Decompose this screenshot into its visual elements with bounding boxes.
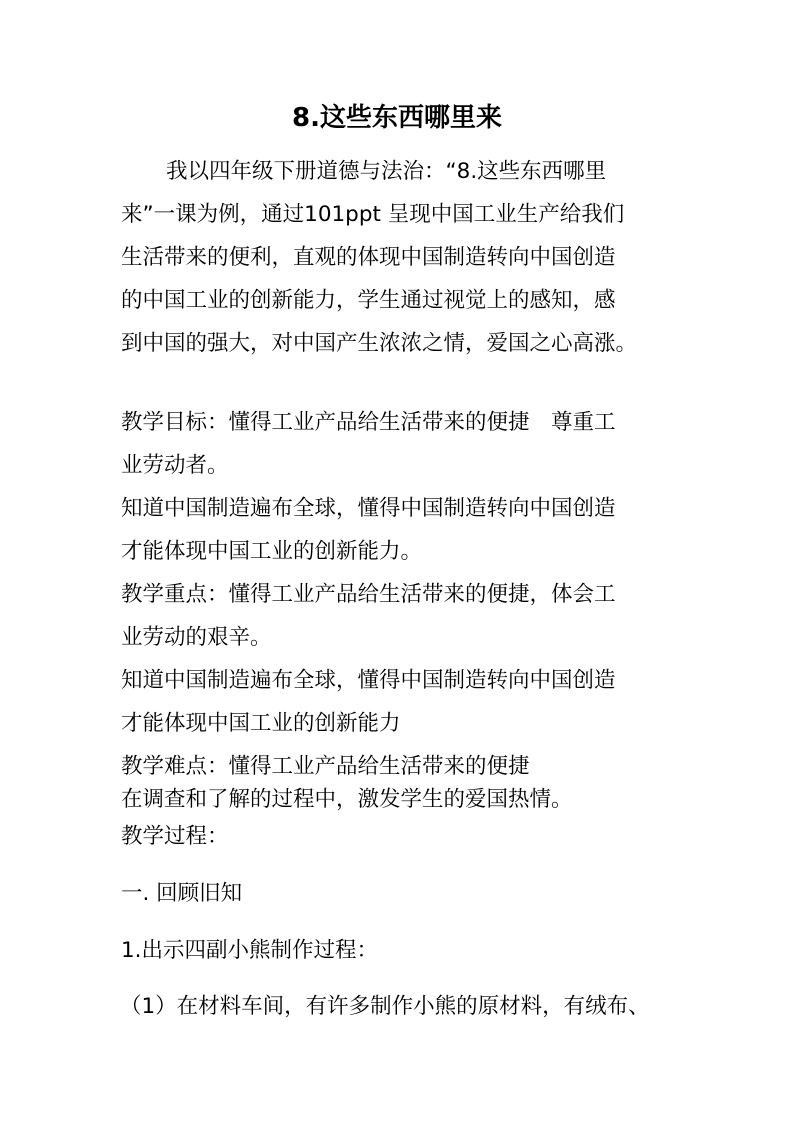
objective-line: 知道中国制造遍布全球，懂得中国制造转向中国创造 bbox=[121, 496, 616, 521]
intro-line: 来”一课为例，通过101ppt 呈现中国工业生产给我们 bbox=[121, 202, 625, 227]
keypoint-line: 知道中国制造遍布全球，懂得中国制造转向中国创造 bbox=[121, 668, 616, 693]
difficulty-line: 在调查和了解的过程中，激发学生的爱国热情。 bbox=[121, 787, 573, 812]
document-title: 8.这些东西哪里来 bbox=[292, 103, 502, 133]
keypoint-line: 才能体现中国工业的创新能力 bbox=[121, 711, 401, 736]
section-heading: 一. 回顾旧知 bbox=[121, 881, 243, 906]
objective-line: 业劳动者。 bbox=[121, 453, 229, 478]
process-heading: 教学过程： bbox=[121, 824, 229, 849]
intro-line: 到中国的强大，对中国产生浓浓之情，爱国之心高涨。 bbox=[121, 331, 638, 356]
step-heading: 1.出示四副小熊制作过程： bbox=[121, 938, 379, 963]
objective-line: 教学目标：懂得工业产品给生活带来的便捷 尊重工 bbox=[121, 410, 616, 435]
step-item: （1）在材料车间，有许多制作小熊的原材料，有绒布、 bbox=[120, 994, 650, 1019]
keypoint-line: 教学重点：懂得工业产品给生活带来的便捷，体会工 bbox=[121, 582, 616, 607]
intro-line: 我以四年级下册道德与法治：“8.这些东西哪里 bbox=[166, 159, 607, 184]
objective-line: 才能体现中国工业的创新能力。 bbox=[121, 539, 423, 564]
keypoint-line: 业劳动的艰辛。 bbox=[121, 625, 272, 650]
intro-line: 的中国工业的创新能力，学生通过视觉上的感知，感 bbox=[121, 288, 616, 313]
intro-line: 生活带来的便利，直观的体现中国制造转向中国创造 bbox=[121, 245, 616, 270]
difficulty-line: 教学难点：懂得工业产品给生活带来的便捷 bbox=[121, 754, 530, 779]
